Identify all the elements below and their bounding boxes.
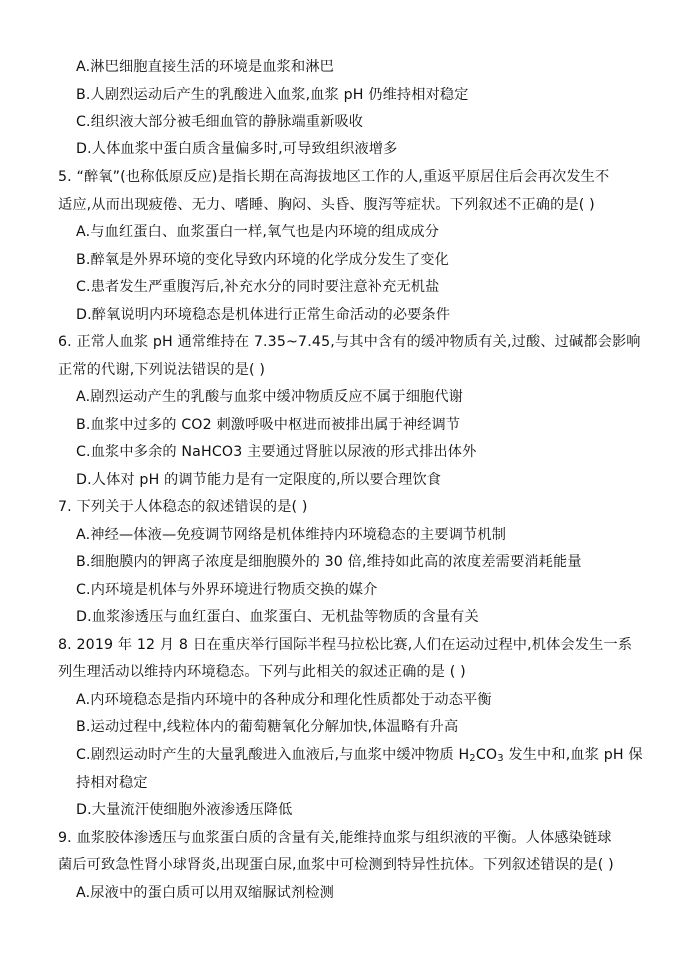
option-c-text-part-1: C.剧烈运动时产生的大量乳酸进入血液后,与血浆中缓冲物质 H: [76, 747, 470, 763]
question-5-stem-line-1: 5. “醉氧”(也称低原反应)是指长期在高海拔地区工作的人,重返平原居住后会再次发生不: [58, 169, 610, 185]
question-7-option-a: A.神经—体液—免疫调节网络是机体维持内环境稳态的主要调节机制: [76, 527, 507, 543]
question-8-stem-line-2: 列生理活动以维持内环境稳态。下列与此相关的叙述正确的是 ( ): [58, 664, 466, 680]
question-8-option-d: D.大量流汗使细胞外液渗透压降低: [76, 802, 293, 818]
question-8-option-b: B.运动过程中,线粒体内的葡萄糖氧化分解加快,体温略有升高: [76, 719, 459, 735]
question-8-option-c-line-2: 持相对稳定: [76, 775, 148, 791]
option-c-text-part-2: CO: [475, 747, 498, 763]
question-7-stem: 7. 下列关于人体稳态的叙述错误的是( ): [58, 499, 308, 515]
question-5-option-a: A.与血红蛋白、血浆蛋白一样,氧气也是内环境的组成成分: [76, 224, 440, 240]
option-c-text-part-3: 发生中和,血浆 pH 保: [503, 747, 643, 763]
question-8-option-a: A.内环境稳态是指内环境中的各种成分和理化性质都处于动态平衡: [76, 692, 492, 708]
question-9-stem-line-2: 菌后可致急性肾小球肾炎,出现蛋白尿,血浆中可检测到特异性抗体。下列叙述错误的是( ): [58, 857, 614, 873]
question-5-option-b: B.醉氧是外界环境的变化导致内环境的化学成分发生了变化: [76, 252, 449, 268]
question-6-option-c: C.血浆中多余的 NaHCO3 主要通过肾脏以尿液的形式排出体外: [76, 444, 477, 460]
question-5-stem-line-2: 适应,从而出现疲倦、无力、嗜睡、胸闷、头昏、腹泻等症状。下列叙述不正确的是( ): [58, 197, 595, 213]
question-5-option-d: D.醉氧说明内环境稳态是机体进行正常生命活动的必要条件: [76, 307, 451, 323]
question-4-option-b: B.人剧烈运动后产生的乳酸进入血浆,血浆 pH 仍维持相对稳定: [76, 87, 469, 103]
question-9-stem-line-1: 9. 血浆胶体渗透压与血浆蛋白质的含量有关,能维持血浆与组织液的平衡。人体感染链球: [58, 830, 612, 846]
question-8-stem-line-1: 8. 2019 年 12 月 8 日在重庆举行国际半程马拉松比赛,人们在运动过程中,机体会发生一系: [58, 637, 633, 653]
question-4-option-d: D.人体血浆中蛋白质含量偏多时,可导致组织液增多: [76, 141, 398, 157]
question-7-option-b: B.细胞膜内的钾离子浓度是细胞膜外的 30 倍,维持如此高的浓度差需要消耗能量: [76, 554, 582, 570]
question-4-option-a: A.淋巴细胞直接生活的环境是血浆和淋巴: [76, 59, 335, 75]
question-7-option-c: C.内环境是机体与外界环境进行物质交换的媒介: [76, 582, 378, 598]
question-5-option-c: C.患者发生严重腹泻后,补充水分的同时要注意补充无机盐: [76, 279, 440, 295]
question-6-stem-line-1: 6. 正常人血浆 pH 通常维持在 7.35~7.45,与其中含有的缓冲物质有关,过酸、过碱都会影响: [58, 334, 641, 350]
question-6-option-a: A.剧烈运动产生的乳酸与血浆中缓冲物质反应不属于细胞代谢: [76, 389, 464, 405]
question-9-option-a: A.尿液中的蛋白质可以用双缩脲试剂检测: [76, 885, 335, 901]
question-8-option-c-line-1: [76, 746, 643, 764]
question-7-option-d: D.血浆渗透压与血红蛋白、血浆蛋白、无机盐等物质的含量有关: [76, 609, 479, 625]
subscript-3: 3: [497, 753, 504, 764]
question-4-option-c: C.组织液大部分被毛细血管的静脉端重新吸收: [76, 114, 364, 130]
question-6-option-b: B.血浆中过多的 CO2 刺激呼吸中枢进而被排出属于神经调节: [76, 417, 461, 433]
question-6-option-d: D.人体对 pH 的调节能力是有一定限度的,所以要合理饮食: [76, 472, 442, 488]
subscript-2: 2: [469, 753, 476, 764]
question-6-stem-line-2: 正常的代谢,下列说法错误的是( ): [58, 362, 266, 378]
